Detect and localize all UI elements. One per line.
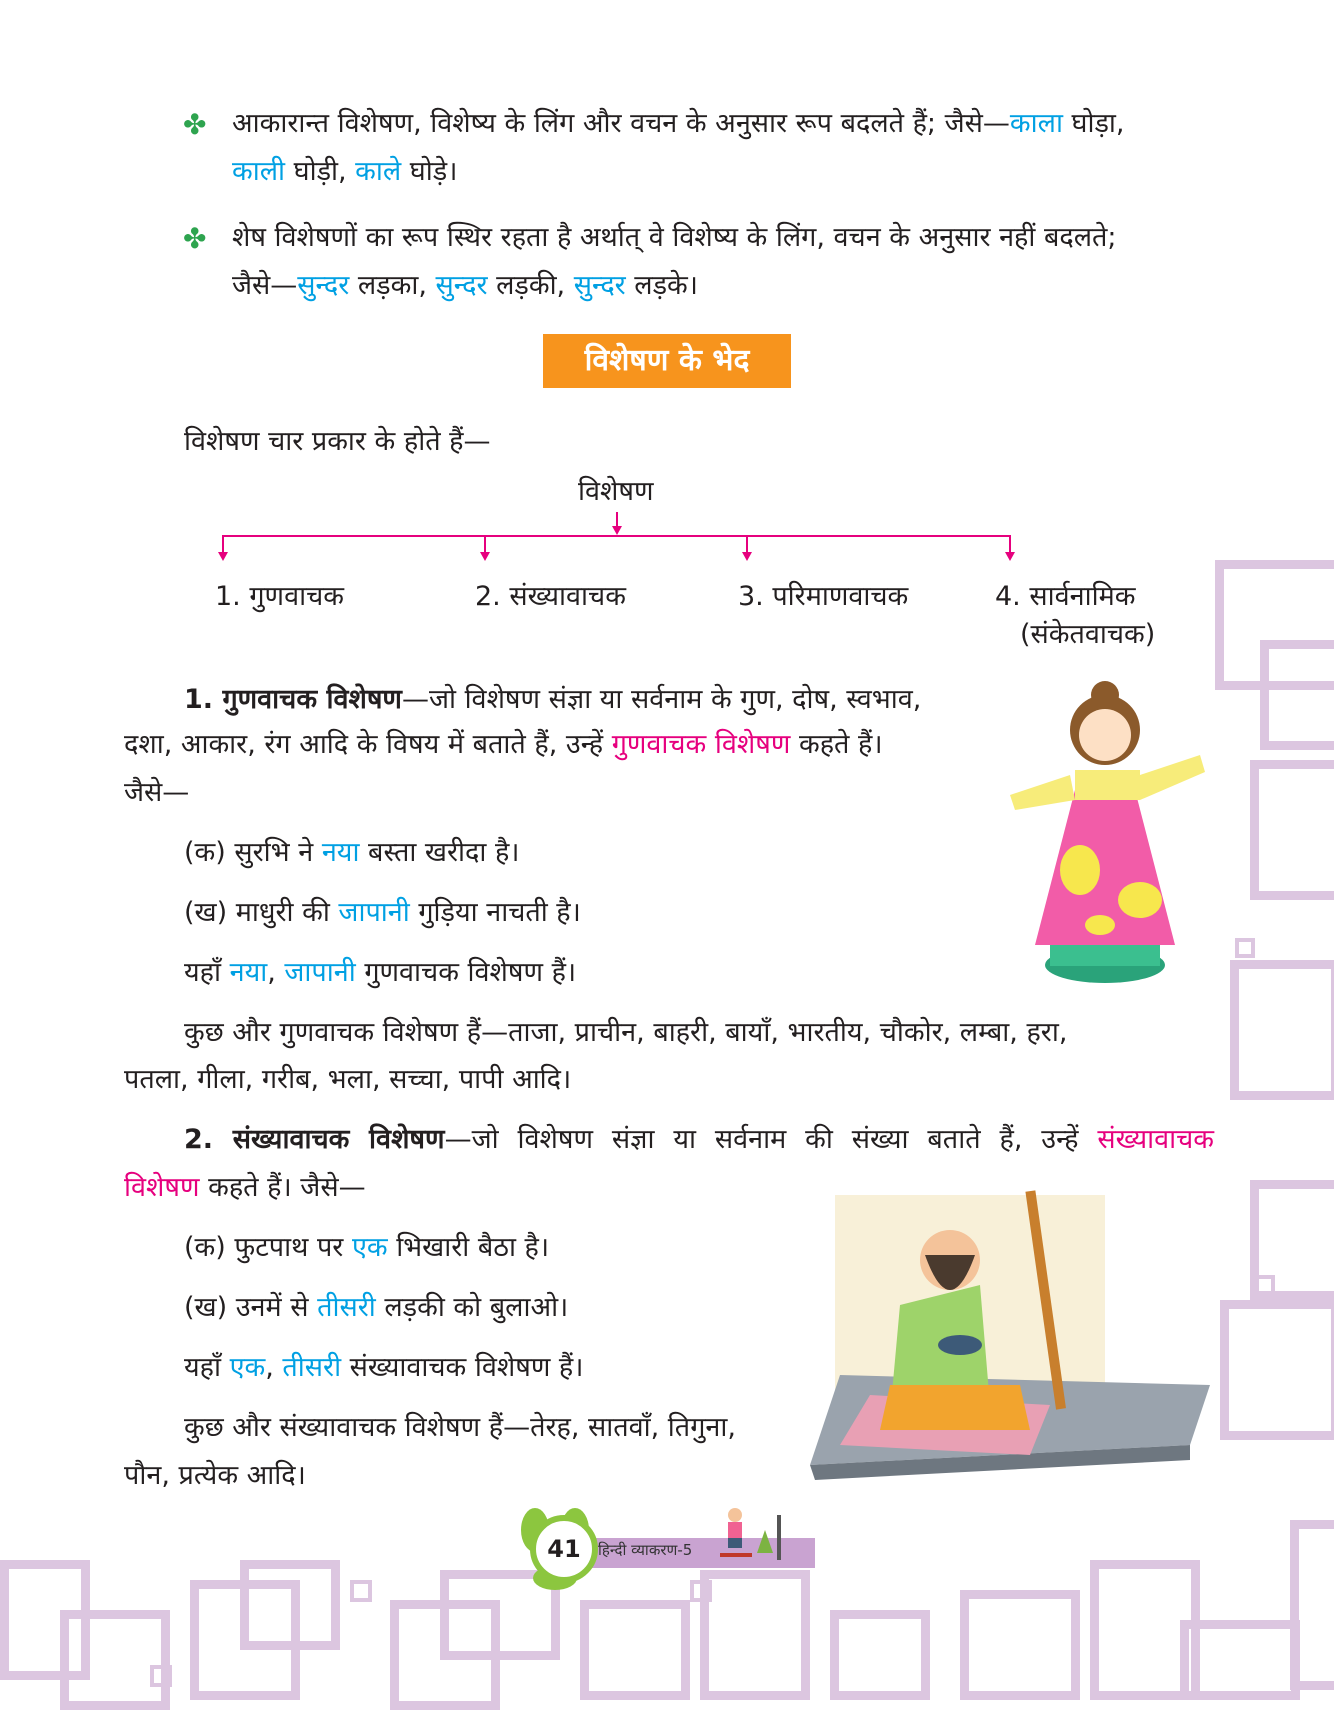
highlighted-word: जापानी — [284, 957, 356, 988]
para1-line-3 — [124, 775, 189, 811]
clover-bullet-icon: ✤ — [183, 108, 207, 141]
arrow-icon — [612, 526, 622, 535]
text-segment: यहाँ — [184, 957, 230, 988]
text-segment: कुछ और संख्यावाचक विशेषण हैं—तेरह, सातवाँ, तिगुना, — [184, 1412, 736, 1443]
text-segment: जैसे— — [124, 777, 190, 808]
highlighted-word: नया — [229, 957, 268, 988]
beggar-illustration — [810, 1185, 1210, 1485]
highlighted-word: सुन्दर — [573, 270, 626, 301]
arrow-icon — [742, 552, 752, 561]
para1-more-line-1 — [184, 1015, 1067, 1051]
highlighted-word: सुन्दर — [297, 270, 350, 301]
text-segment: लड़के। — [625, 270, 699, 301]
para1-example-2 — [184, 895, 581, 931]
dancing-doll-illustration — [1000, 680, 1215, 990]
text-segment: , — [265, 1352, 283, 1383]
para2-example-1 — [184, 1230, 549, 1266]
text-segment: संख्यावाचक विशेषण हैं। — [341, 1352, 584, 1383]
arrow-icon — [480, 552, 490, 561]
text-segment: लड़का, — [349, 270, 436, 301]
text-segment: पतला, गीला, गरीब, भला, सच्चा, पापी आदि। — [124, 1064, 572, 1095]
text-segment: भिखारी बैठा है। — [387, 1232, 550, 1263]
text-segment: (क) फुटपाथ पर — [184, 1232, 352, 1263]
para1-more-line-2 — [124, 1062, 571, 1098]
para2-line-1 — [184, 1122, 1214, 1158]
highlighted-word: एक — [229, 1352, 266, 1383]
text-segment: कहते हैं। जैसे— — [199, 1172, 366, 1203]
text-segment: घोड़ी, — [285, 156, 356, 187]
text-segment: लड़की, — [487, 270, 574, 301]
highlighted-word: काले — [355, 156, 402, 187]
para2-example-2 — [184, 1290, 568, 1326]
highlighted-word: नया — [321, 837, 360, 868]
para1-line-2 — [124, 727, 883, 763]
tree-child-4: 4. सार्वनामिक — [995, 581, 1136, 612]
tree-child-3: 3. परिमाणवाचक — [738, 581, 909, 612]
tree-child-1: 1. गुणवाचक — [215, 581, 344, 612]
tree-child-2: 2. संख्यावाचक — [475, 581, 626, 612]
arrow-icon — [218, 552, 228, 561]
highlighted-word: विशेषण — [124, 1172, 200, 1203]
highlighted-word: तीसरी — [317, 1292, 376, 1323]
tree-child-4-sub: (संकेतवाचक) — [1020, 619, 1156, 650]
text-segment: पौन, प्रत्येक आदि। — [124, 1460, 306, 1491]
highlighted-word: गुणवाचक विशेषण — [611, 729, 791, 760]
bullet-2-line-1 — [232, 220, 1117, 256]
para1-line-1 — [184, 682, 984, 718]
text-segment: —जो विशेषण संज्ञा या सर्वनाम की संख्या बताते हैं, उन्हें — [444, 1124, 1098, 1155]
skateboard-boy-icon — [715, 1505, 785, 1565]
tree-root: विशेषण — [578, 476, 654, 507]
text-segment: दशा, आकार, रंग आदि के विषय में बताते हैं, उन्हें — [124, 729, 612, 760]
text-segment: जैसे— — [232, 270, 298, 301]
text-segment: घोड़े। — [401, 156, 458, 187]
text-segment: , — [267, 957, 285, 988]
text-segment: कुछ और गुणवाचक विशेषण हैं—ताजा, प्राचीन, बाहरी, बायाँ, भारतीय, चौकोर, लम्बा, हरा, — [184, 1017, 1068, 1048]
bold-heading-text: 1. गुणवाचक विशेषण — [184, 684, 402, 715]
highlighted-word: काली — [232, 156, 286, 187]
arrow-icon — [1005, 552, 1015, 561]
text-segment: कहते हैं। — [790, 729, 883, 760]
bullet-1-line-2 — [232, 154, 457, 190]
para1-example-1 — [184, 835, 520, 871]
text-segment: घोड़ा, — [1062, 108, 1125, 139]
highlighted-word: सुन्दर — [435, 270, 488, 301]
para2-more-line-1 — [184, 1410, 736, 1446]
text-segment: (ख) माधुरी की — [184, 897, 339, 928]
highlighted-word: एक — [351, 1232, 388, 1263]
highlighted-word: जापानी — [338, 897, 410, 928]
para2-summary — [184, 1350, 584, 1386]
highlighted-word: काला — [1009, 108, 1063, 139]
intro-text: विशेषण चार प्रकार के होते हैं— — [184, 426, 491, 457]
text-segment: लड़की को बुलाओ। — [375, 1292, 569, 1323]
bullet-1-line-1 — [232, 106, 1214, 142]
bullet-2-line-2 — [232, 268, 698, 304]
para2-more-line-2 — [124, 1458, 306, 1494]
text-segment: गुणवाचक विशेषण हैं। — [355, 957, 577, 988]
para1-summary — [184, 955, 576, 991]
text-segment: शेष विशेषणों का रूप स्थिर रहता है अर्थात् वे विशेष्य के लिंग, वचन के अनुसार नहीं बदलते; — [232, 222, 1117, 253]
text-segment: (ख) उनमें से — [184, 1292, 318, 1323]
bold-heading-text: 2. संख्यावाचक विशेषण — [184, 1124, 445, 1155]
text-segment: यहाँ — [184, 1352, 230, 1383]
page-number: 41 — [530, 1515, 598, 1583]
text-segment: आकारान्त विशेषण, विशेष्य के लिंग और वचन के अनुसार रूप बदलते हैं; जैसे— — [232, 108, 1010, 139]
clover-bullet-icon: ✤ — [183, 222, 207, 255]
text-segment: (क) सुरभि ने — [184, 837, 322, 868]
text-segment: गुड़िया नाचती है। — [409, 897, 581, 928]
highlighted-word: तीसरी — [282, 1352, 342, 1383]
text-segment: —जो विशेषण संज्ञा या सर्वनाम के गुण, दोष, स्वभाव, — [401, 684, 922, 715]
para2-line-2 — [124, 1170, 366, 1206]
text-segment: बस्ता खरीदा है। — [359, 837, 520, 868]
book-title: हिन्दी व्याकरण-5 — [598, 1541, 693, 1559]
section-heading: विशेषण के भेद — [543, 334, 791, 388]
highlighted-word: संख्यावाचक — [1097, 1124, 1215, 1155]
